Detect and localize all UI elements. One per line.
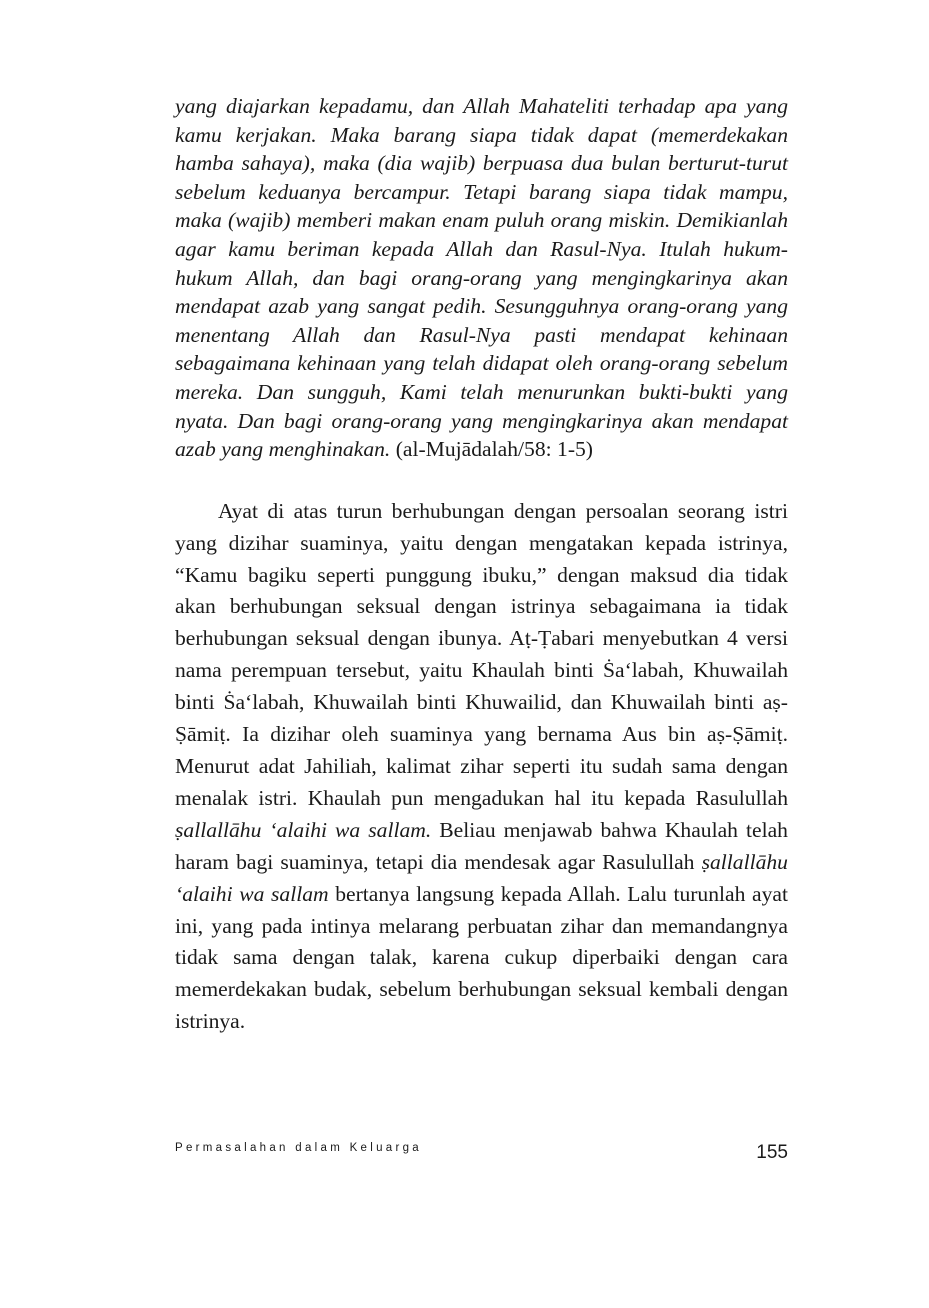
paragraph-part-3: bertanya langsung kepada Allah. Lalu turunlah ayat ini, yang pada intinya melarang perbuatan zihar dan memandangnya tidak sama dengan talak, karena cukup diperbaiki dengan cara memerdekakan budak, sebelum berhubungan seksual kembali dengan istrinya. — [175, 881, 788, 1034]
page-number: 155 — [756, 1142, 788, 1163]
honorific-2: ṣallallāhu ‘alaihi wa sallam — [175, 849, 788, 906]
paragraph-part-2: Beliau menjawab bahwa Khaulah telah haram bagi suaminya, tetapi dia mendesak agar Rasulullah — [175, 817, 788, 874]
body-paragraph — [175, 496, 788, 1038]
paragraph-part-1: Ayat di atas turun berhubungan dengan persoalan seorang istri yang dizihar suaminya, yaitu dengan mengatakan kepada istrinya, “Kamu bagiku seperti punggung ibuku,” dengan maksud dia tidak akan berhubungan seksual dengan istrinya sebagaimana ia tidak berhubungan seksual dengan ibunya. Aṭ-Ṭabari menyebutkan 4 versi nama perempuan tersebut, yaitu Khaulah binti Ṡa‘labah, Khuwailah binti Ṡa‘labah, Khuwailah binti Khuwailid, dan Khuwailah binti aṣ-Ṣāmiṭ. Ia dizihar oleh suaminya yang bernama Aus bin aṣ-Ṣāmiṭ. Menurut adat Jahiliah, kalimat zihar seperti itu sudah sama dengan menalak istri. Khaulah pun mengadukan hal itu kepada Rasulullah — [175, 498, 788, 810]
quran-translation-quote — [175, 92, 788, 464]
page-content — [175, 92, 788, 1038]
quote-text: yang diajarkan kepadamu, dan Allah Mahateliti terhadap apa yang kamu kerjakan. Maka barang siapa tidak dapat (memerdekakan hamba sahaya), maka (dia wajib) berpuasa dua bulan berturut-turut sebelum keduanya bercampur. Tetapi barang siapa tidak mampu, maka (wajib) memberi makan enam puluh orang miskin. Demikianlah agar kamu beriman kepada Allah dan Rasul-Nya. Itulah hukum-hukum Allah, dan bagi orang-orang yang mengingkarinya akan mendapat azab yang sangat pedih. Sesungguhnya orang-orang yang menentang Allah dan Rasul-Nya pasti mendapat kehinaan sebagaimana kehinaan yang telah didapat oleh orang-orang sebelum mereka. Dan sungguh, Kami telah menurunkan bukti-bukti yang nyata. Dan bagi orang-orang yang mengingkarinya akan mendapat azab yang menghinakan. — [175, 94, 788, 462]
honorific-1: ṣallallāhu ‘alaihi wa sallam. — [175, 817, 432, 842]
quote-reference: (al-Mujādalah/58: 1-5) — [395, 437, 593, 462]
running-title: Permasalahan dalam Keluarga — [175, 1142, 423, 1154]
